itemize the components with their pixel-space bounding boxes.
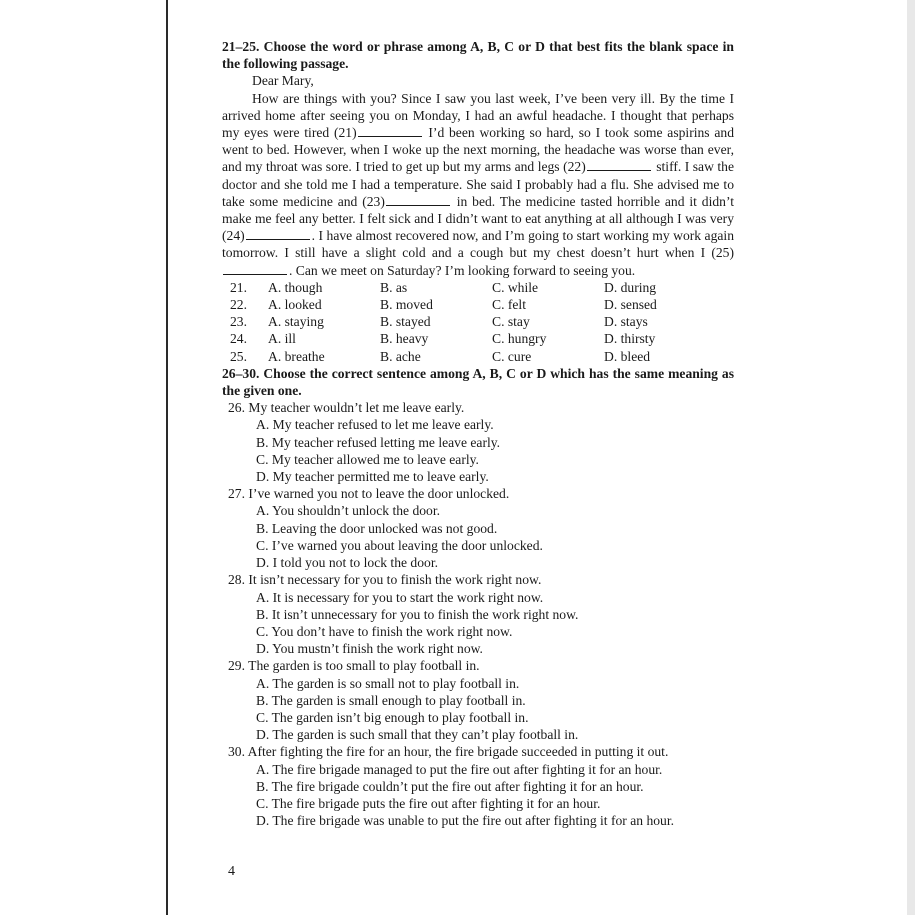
- question-item: [222, 485, 734, 571]
- answer-choice: A. It is necessary for you to start the work right now.: [256, 589, 544, 605]
- question-item: [222, 399, 734, 485]
- option-c: C. stay: [492, 314, 530, 330]
- passage-text: I’d been working so hard, so I took some aspirins and went to bed. However, when I woke up the next morning, the headache was worse than ever, and my throat was sore. I tried to get up but my arms and legs (22): [222, 125, 735, 175]
- option-number: 25.: [230, 348, 247, 364]
- option-row: [222, 313, 734, 330]
- question-stem: 29. The garden is too small to play football in.: [228, 658, 480, 674]
- answer-blank: [386, 194, 450, 206]
- option-c: C. felt: [492, 297, 526, 313]
- answer-choice: D. The fire brigade was unable to put the fire out after fighting it for an hour.: [256, 813, 675, 829]
- answer-choice: C. The garden isn’t big enough to play football in.: [256, 709, 529, 725]
- option-b: B. heavy: [380, 331, 429, 347]
- letter-salutation: Dear Mary,: [252, 73, 314, 89]
- passage-text: . Can we meet on Saturday? I’m looking forward to seeing you.: [289, 262, 636, 278]
- option-row: [222, 279, 734, 296]
- answer-choice: B. The garden is small enough to play football in.: [256, 692, 526, 708]
- option-row: [222, 296, 734, 313]
- option-b: B. as: [380, 279, 408, 295]
- option-d: D. sensed: [604, 297, 657, 313]
- option-c: C. while: [492, 279, 539, 295]
- option-c: C. hungry: [492, 331, 547, 347]
- option-a: A. staying: [268, 314, 324, 330]
- option-d: D. thirsty: [604, 331, 656, 347]
- option-row: [222, 348, 734, 365]
- answer-choice: A. You shouldn’t unlock the door.: [256, 503, 441, 519]
- answer-blank: [358, 125, 422, 137]
- option-number: 24.: [230, 331, 247, 347]
- answer-blank: [223, 263, 287, 275]
- question-stem: 26. My teacher wouldn’t let me leave early.: [228, 400, 465, 416]
- question-stem: 28. It isn’t necessary for you to finish the work right now.: [228, 572, 542, 588]
- page-edge-shadow: [907, 0, 915, 915]
- answer-choice: D. You mustn’t finish the work right now.: [256, 641, 483, 657]
- option-number: 22.: [230, 297, 247, 313]
- question-item: [222, 571, 734, 657]
- option-a: A. ill: [268, 331, 296, 347]
- option-b: B. ache: [380, 348, 421, 364]
- option-c: C. cure: [492, 348, 532, 364]
- option-d: D. stays: [604, 314, 648, 330]
- answer-blank: [587, 159, 651, 171]
- passage-text: . I have almost recovered now, and I’m going to start working my work again tomorrow. I still have a slight cold and a cough but my chest doesn’t hurt when I (25): [222, 228, 734, 261]
- page-number: 4: [228, 864, 235, 879]
- section-heading-21-25: 21–25. Choose the word or phrase among A, B, C or D that best fits the blank space in the following passage.: [222, 39, 734, 72]
- answer-blank: [246, 228, 310, 240]
- question-stem: 30. After fighting the fire for an hour, the fire brigade succeeded in putting it out.: [228, 744, 669, 760]
- question-item: [222, 743, 734, 829]
- document-page: [222, 38, 734, 829]
- option-a: A. looked: [268, 297, 322, 313]
- option-a: A. though: [268, 279, 323, 295]
- passage-text: stiff. I saw the doctor and she told me I had a temperature. She said I probably had a flu. She advised me to take some medicine and (23): [222, 159, 735, 209]
- answer-choice: D. The garden is such small that they can’t play football in.: [256, 727, 579, 743]
- passage-text: How are things with you? Since I saw you last week, I’ve been very ill. By the time I arrived home after seeing you on Monday, I had an awful headache. I thought that perhaps my eyes were tired (21): [222, 90, 734, 141]
- question-stem: 27. I’ve warned you not to leave the door unlocked.: [228, 486, 510, 502]
- answer-choice: D. My teacher permitted me to leave early.: [256, 469, 489, 485]
- option-d: D. bleed: [604, 348, 651, 364]
- question-item: [222, 657, 734, 743]
- answer-choice: A. The garden is so small not to play football in.: [256, 675, 520, 691]
- answer-choice: A. My teacher refused to let me leave early.: [256, 417, 494, 433]
- option-d: D. during: [604, 279, 657, 295]
- section-heading-26-30: 26–30. Choose the correct sentence among A, B, C or D which has the same meaning as the given one.: [222, 365, 734, 399]
- answer-choice: C. My teacher allowed me to leave early.: [256, 451, 479, 467]
- answer-choice: A. The fire brigade managed to put the fire out after fighting it for an hour.: [256, 761, 663, 777]
- answer-choice: D. I told you not to lock the door.: [256, 555, 438, 571]
- option-number: 23.: [230, 314, 247, 330]
- options-list-21-25: [222, 279, 734, 365]
- option-a: A. breathe: [268, 348, 325, 364]
- answer-choice: B. It isn’t unnecessary for you to finish the work right now.: [256, 606, 579, 622]
- book-spine-edge: [166, 0, 168, 915]
- option-row: [222, 330, 734, 347]
- letter-passage: [222, 90, 734, 279]
- option-b: B. stayed: [380, 314, 431, 330]
- questions-list-26-30: [222, 399, 734, 829]
- passage-text: in bed. The medicine tasted horrible and it didn’t make me feel any better. I felt sick and I didn’t want to eat anything at all although I was very (24): [222, 193, 734, 244]
- answer-choice: C. The fire brigade puts the fire out after fighting it for an hour.: [256, 795, 601, 811]
- option-b: B. moved: [380, 297, 433, 313]
- answer-choice: B. Leaving the door unlocked was not good.: [256, 520, 498, 536]
- option-number: 21.: [230, 279, 247, 295]
- answer-choice: C. You don’t have to finish the work right now.: [256, 623, 513, 639]
- answer-choice: B. The fire brigade couldn’t put the fire out after fighting it for an hour.: [256, 778, 644, 794]
- answer-choice: B. My teacher refused letting me leave early.: [256, 434, 501, 450]
- answer-choice: C. I’ve warned you about leaving the door unlocked.: [256, 537, 543, 553]
